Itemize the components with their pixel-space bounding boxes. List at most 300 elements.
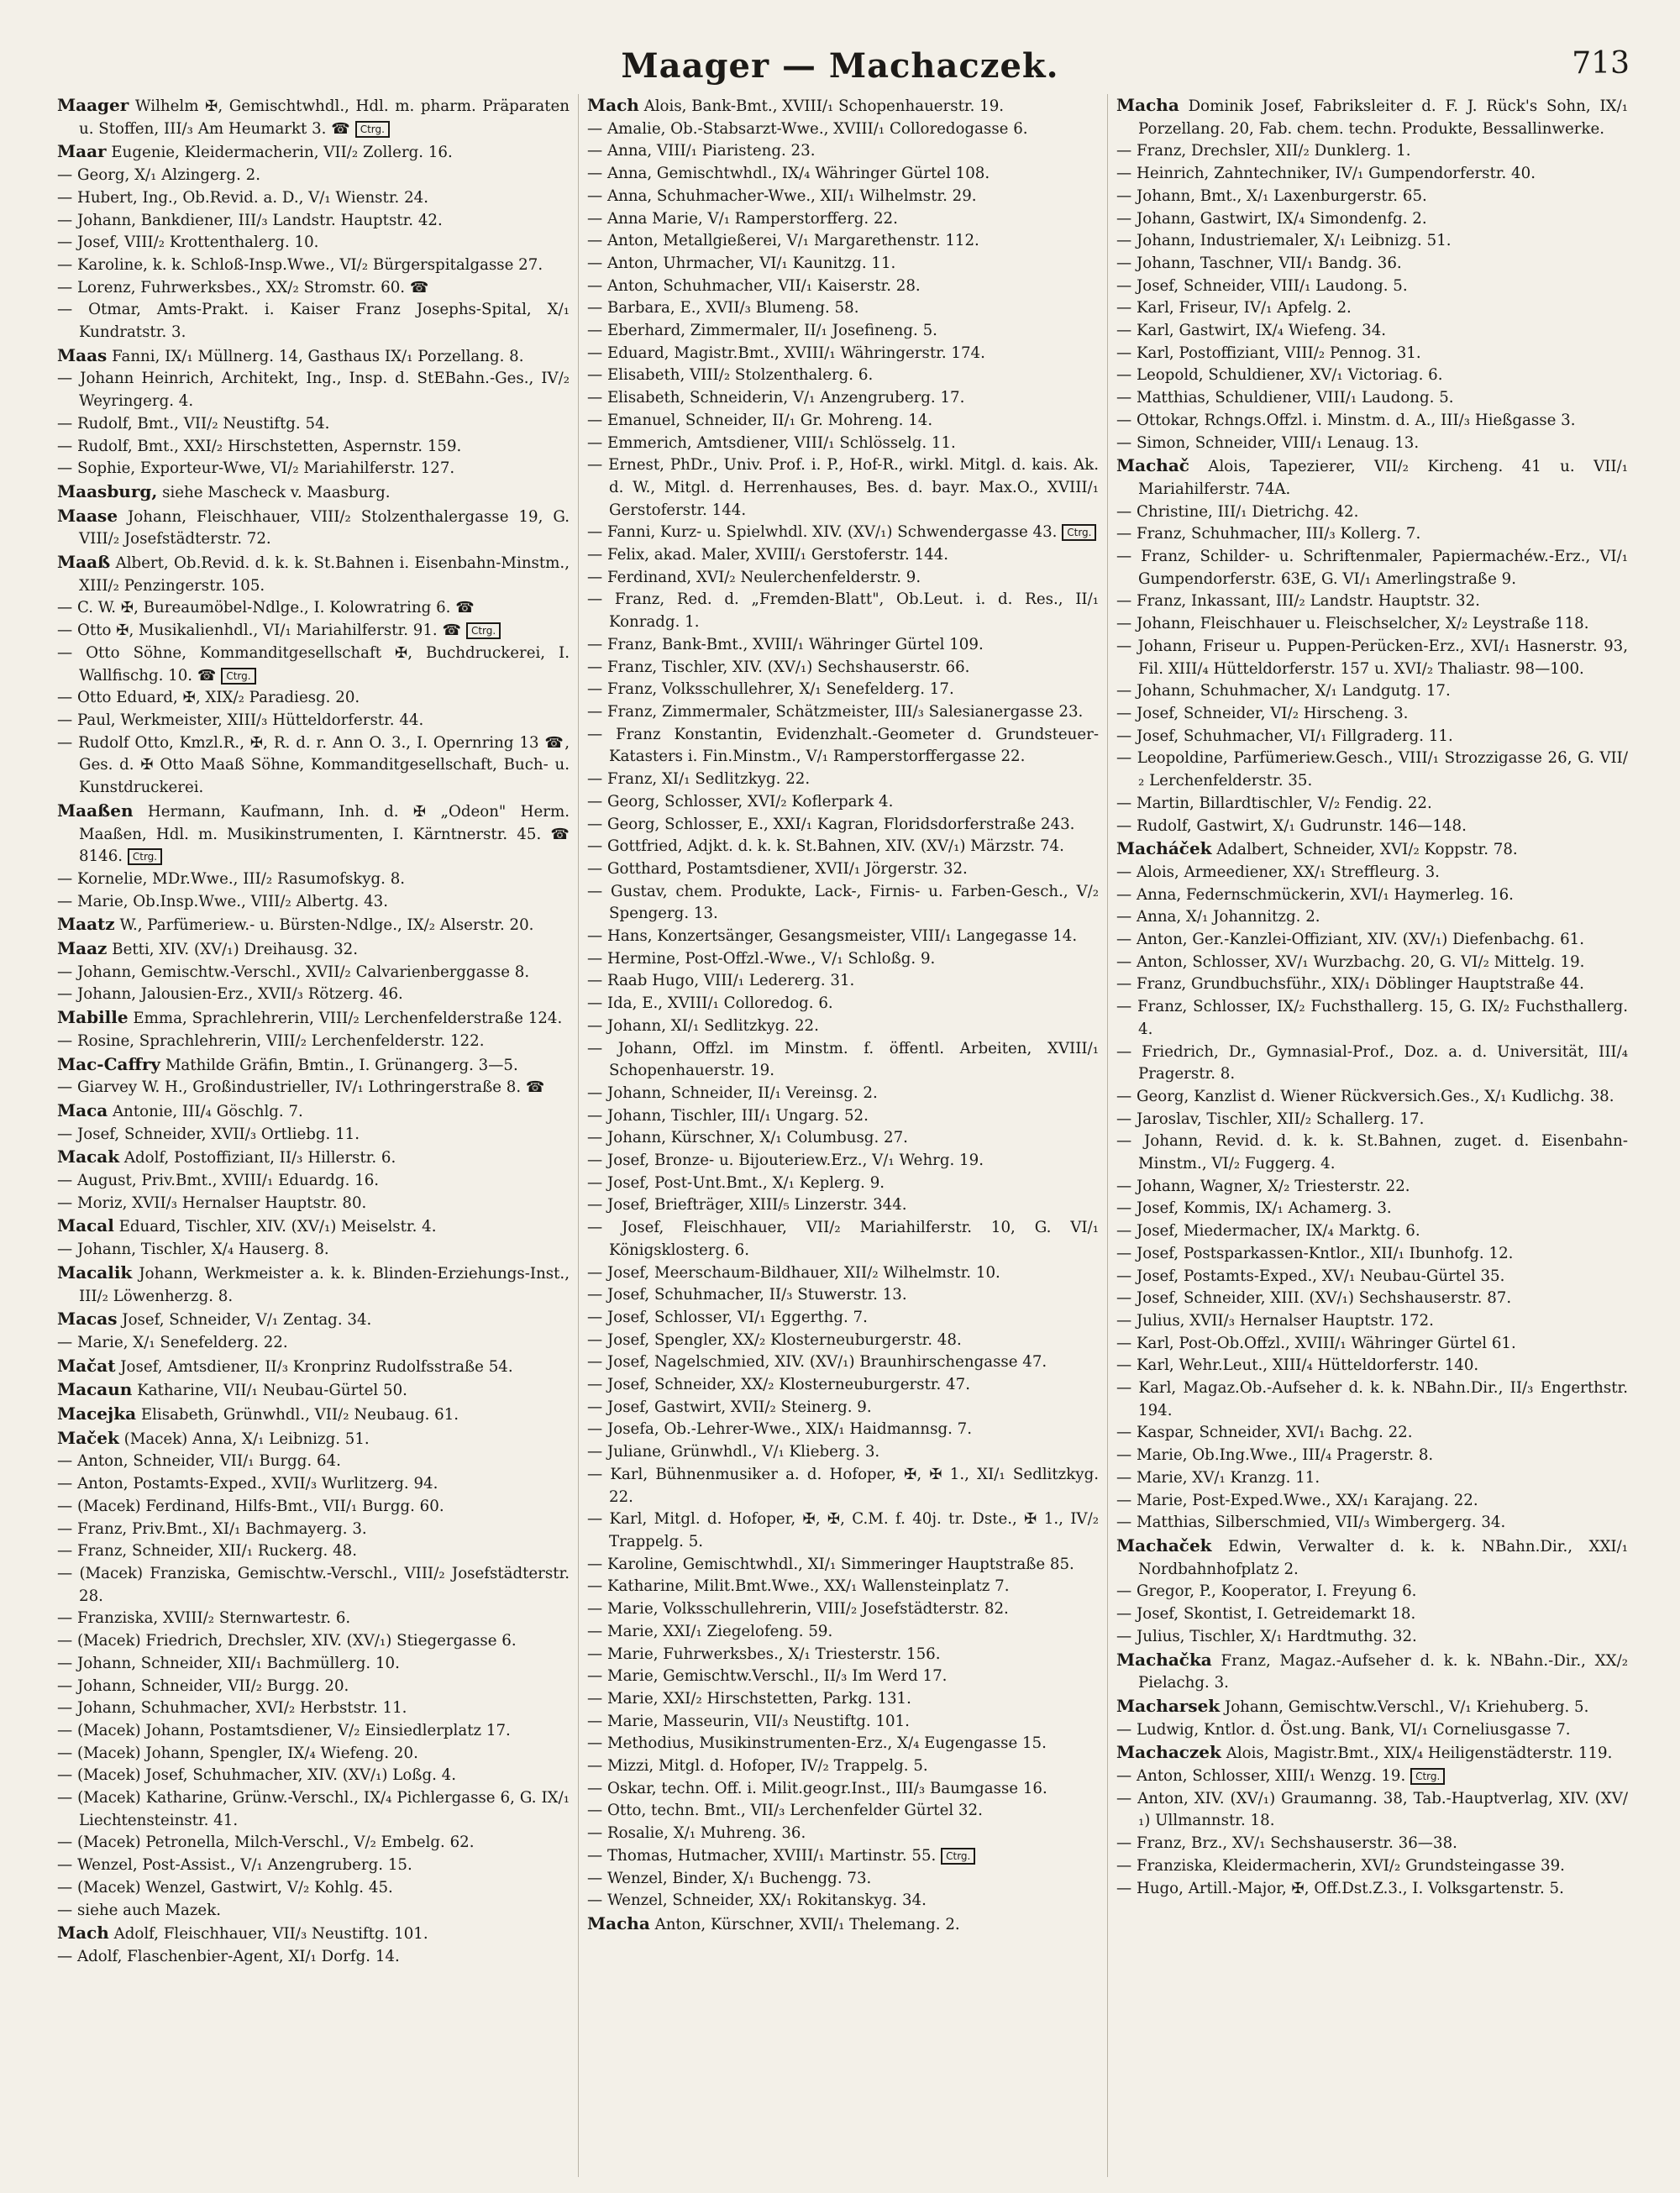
entry-surname: Mach [57,1923,109,1944]
directory-entry [587,970,1099,993]
entry-text: — Josef, Schneider, XVII/₃ Ortliebg. 11. [57,1125,360,1143]
entry-text: — Johann, Jalousien-Erz., XVII/₃ Rötzerg. 46. [57,985,403,1004]
directory-entry [587,544,1099,567]
entry-text: Josef, Schneider, V/₁ Zentag. 34. [117,1311,372,1330]
entry-text: — Otto ✠, Musikalienhdl., VI/₁ Mariahilferstr. 91. ☎ [57,622,462,640]
entry-text: — Karl, Postoffiziant, VIII/₂ Pennog. 31. [1116,344,1421,362]
directory-entry [1116,320,1628,343]
directory-entry [1116,1355,1628,1377]
entry-text: — Adolf, Flaschenbier-Agent, XI/₁ Dorfg. 14. [57,1947,400,1965]
entry-text: Eduard, Tischler, XIV. (XV/₁) Meiselstr. 4. [113,1218,437,1236]
entry-text: — Eduard, Magistr.Bmt., XVIII/₁ Währingerstr. 174. [587,344,985,362]
directory-entry [57,187,570,210]
entry-text: Alois, Magistr.Bmt., XIX/₄ Heiligenstädterstr. 119. [1221,1744,1613,1763]
entry-text: — Amalie, Ob.-Stabsarzt-Wwe., XVIII/₁ Colloredogasse 6. [587,119,1028,138]
entry-text: — Anna, Federnschmückerin, XVI/₁ Haymerleg. 16. [1116,885,1514,904]
entry-text: — Johann, Gemischtw.-Verschl., XVII/₂ Calvarienberggasse 8. [57,963,530,981]
directory-entry [587,1397,1099,1419]
directory-entry [1116,1377,1628,1422]
directory-entry [57,1262,570,1308]
entry-text: — Johann, Schneider, VII/₂ Burgg. 20. [57,1676,349,1695]
entry-surname: Macejka [57,1403,137,1424]
entry-text: — Karl, Friseur, IV/₁ Apfelg. 2. [1116,299,1352,317]
directory-entry [1116,906,1628,929]
directory-entry [1116,996,1628,1041]
directory-entry [57,1215,570,1239]
entry-text: — Oskar, techn. Off. i. Milit.geogr.Inst., III/₃ Baumgasse 16. [587,1779,1047,1797]
entry-surname: Maar [57,141,107,162]
entry-text: — Sophie, Exporteur-Wwe, VI/₂ Mariahilferstr. 127. [57,459,455,478]
directory-entry [57,1146,570,1170]
entry-text: Edwin, Verwalter d. k. k. NBahn.Dir., XXI/₁ Nordbahnhofplatz 2. [1138,1538,1628,1578]
directory-entry [587,589,1099,633]
directory-entry [57,480,570,505]
entry-text: — Moriz, XVII/₃ Hernalser Hauptstr. 80. [57,1194,367,1212]
directory-entry [587,1464,1099,1508]
entry-text: — Leopoldine, Parfümeriew.Gesch., VIII/₁ Strozzigasse 26, G. VII/₂ Lerchenfelderstr. 35. [1116,749,1628,790]
entry-text: Adalbert, Schneider, XVI/₂ Koppstr. 78. [1211,841,1518,859]
directory-entry [587,814,1099,837]
directory-entry [587,1800,1099,1823]
directory-entry [587,1173,1099,1195]
entry-text: — (Macek) Johann, Postamtsdiener, V/₂ Einsiedlerplatz 17. [57,1721,511,1739]
directory-entry [57,891,570,914]
entry-text: — Anton, Ger.-Kanzlei-Offiziant, XIV. (XV/₁) Diefenbachg. 61. [1116,931,1585,949]
entry-text: — Giarvey W. H., Großindustrieller, IV/₁ Lothringerstraße 8. ☎ [57,1078,545,1097]
entry-text: Elisabeth, Grünwhdl., VII/₂ Neubaug. 61. [136,1406,459,1424]
directory-entry [1116,929,1628,952]
directory-entry [587,1644,1099,1666]
entry-text: — Georg, Schlosser, E., XXI/₁ Kagran, Floridsdorferstraße 243. [587,815,1075,833]
directory-entry [1116,1333,1628,1356]
entry-text: — Johann, Revid. d. k. k. St.Bahnen, zuget. d. Eisenbahn-Minstm., VI/₂ Fuggerg. 4. [1116,1132,1628,1173]
entry-text: — Johann, Friseur u. Puppen-Perücken-Erz., XVI/₁ Hasnerstr. 93, Fil. XIII/₄ Hütteldorferstr. 157 u. XVI/₂ Thaliastr. 98—100. [1116,637,1628,678]
entry-text: — Johann, Fleischhauer u. Fleischselcher, X/₂ Leystraße 118. [1116,615,1589,633]
entry-text: — Marie, Ob.Insp.Wwe., VIII/₂ Albertg. 43. [57,892,389,910]
entry-text: — Johann, Bmt., X/₁ Laxenburgerstr. 65. [1116,186,1427,205]
directory-entry [1116,1266,1628,1288]
entry-text: — Matthias, Schuldiener, VIII/₁ Laudong. 5. [1116,389,1454,407]
entry-text: — Otto Söhne, Kommanditgesellschaft ✠, Buchdruckerei, I. Wallfischg. 10. ☎ [57,643,570,685]
entry-text: — Josef, Schneider, XX/₂ Klosterneuburgerstr. 47. [587,1376,970,1394]
entry-text: — Josef, Schuhmacher, VI/₁ Fillgraderg. 11. [1116,727,1453,745]
directory-entry [1116,884,1628,907]
directory-entry [1116,703,1628,726]
entry-text: — Franz, Schuhmacher, III/₃ Kollerg. 7. [1116,525,1421,543]
directory-entry [587,343,1099,365]
directory-entry [57,984,570,1006]
entry-text: — Anton, Schuhmacher, VII/₁ Kaiserstr. 28. [587,276,921,295]
directory-entry [57,140,570,165]
entry-text: — Julius, XVII/₃ Hernalser Hauptstr. 172. [1116,1311,1434,1330]
entry-text: — Elisabeth, VIII/₂ Stolzenthalerg. 6. [587,366,874,385]
entry-text: — Johann, Bankdiener, III/₃ Landstr. Hauptstr. 42. [57,211,443,229]
directory-entry [587,769,1099,791]
entry-surname: Machaczek [1116,1742,1221,1763]
entry-surname: Maatz [57,914,115,935]
entry-text: — Rosine, Sprachlehrerin, VIII/₂ Lerchenfelderstr. 122. [57,1031,485,1050]
directory-entry [587,118,1099,141]
directory-entry [57,1608,570,1630]
directory-entry [1116,1467,1628,1490]
directory-entry [57,551,570,597]
directory-entry [1116,546,1628,590]
entry-text: — Johann, Taschner, VII/₁ Bandg. 36. [1116,254,1402,272]
directory-entry [587,230,1099,253]
directory-entry [587,454,1099,522]
directory-entry [1116,1445,1628,1467]
entry-text: — Karl, Bühnenmusiker a. d. Hofoper, ✠, ✠ 1., XI/₁ Sedlitzkyg. 22. [587,1465,1099,1506]
directory-entry [57,1053,570,1078]
entry-text: Johann, Fleischhauer, VIII/₂ Stolzenthalergasse 19, G. VIII/₂ Josefstädterstr. 72. [79,507,570,548]
entry-text: — Anton, XIV. (XV/₁) Graumanng. 38, Tab.-Hauptverlag, XIV. (XV/₁) Ullmannstr. 18. [1116,1789,1628,1830]
directory-entry [1116,186,1628,208]
entry-surname: Mach [587,95,639,115]
entry-text: — Marie, Masseurin, VII/₃ Neustiftg. 101. [587,1712,910,1730]
directory-entry [57,1720,570,1743]
entry-text: — Barbara, E., XVII/₃ Blumeng. 58. [587,299,859,317]
directory-entry [57,1031,570,1053]
directory-entry [57,620,570,643]
entry-text: — Marie, X/₁ Senefelderg. 22. [57,1333,288,1351]
directory-entry [1116,1512,1628,1535]
entry-text: — Wenzel, Schneider, XX/₁ Rokitanskyg. 34. [587,1891,927,1910]
entry-text: — Marie, Fuhrwerksbes., X/₁ Triesterstr. 156. [587,1645,941,1663]
entry-text: — Ottokar, Rchngs.Offzl. i. Minstm. d. A., III/₃ Hießgasse 3. [1116,411,1576,429]
entry-text: — Rosalie, X/₁ Muhreng. 36. [587,1824,806,1843]
directory-entry [587,410,1099,433]
directory-entry [57,254,570,277]
directory-entry [1116,726,1628,748]
entry-text: — Josef, Schlosser, VI/₁ Eggerthg. 7. [587,1308,868,1326]
entry-text: — Josef, Postsparkassen-Kntlor., XII/₁ Ibunhofg. 12. [1116,1244,1514,1262]
directory-entry [587,1823,1099,1845]
directory-entry [57,277,570,300]
entry-text: — Johann, Industriemaler, X/₁ Leibnizg. 51. [1116,232,1452,250]
entry-text: — Josef, Briefträger, XIII/₅ Linzerstr. 344. [587,1196,907,1215]
entry-text: — Juliane, Grünwhdl., V/₁ Klieberg. 3. [587,1443,880,1461]
directory-entry [57,1743,570,1765]
entry-text: — Josef, Schneider, VI/₂ Hirscheng. 3. [1116,704,1409,722]
directory-entry [57,1355,570,1379]
entry-surname: Machač [1116,455,1189,476]
listing-badge: Ctrg. [466,622,501,639]
entry-text: — Franz, Priv.Bmt., XI/₁ Bachmayerg. 3. [57,1519,367,1538]
entry-text: — Anna, VIII/₁ Piaristeng. 23. [587,142,816,160]
directory-entry [57,687,570,710]
directory-entry [1116,1603,1628,1626]
entry-text: — Anna, Schuhmacher-Wwe., XII/₁ Wilhelmstr. 29. [587,186,977,205]
entry-surname: Mačat [57,1355,116,1376]
entry-text: Eugenie, Kleidermacherin, VII/₂ Zollerg. 16. [106,144,453,162]
entry-text: W., Parfümeriew.- u. Bürsten-Ndlge., IX/₂ Alserstr. 20. [114,916,534,935]
directory-entry [57,1630,570,1653]
directory-entry [587,522,1099,544]
entry-surname: Macaun [57,1379,133,1400]
directory-entry [587,1890,1099,1912]
directory-entry [57,1496,570,1519]
directory-entry [1116,1695,1628,1719]
entry-text: — Ida, E., XVIII/₁ Colloredog. 6. [587,994,833,1013]
listing-badge: Ctrg. [128,848,162,865]
entry-text: Johann, Werkmeister a. k. k. Blinden-Erziehungs-Inst., III/₂ Löwenherzg. 8. [79,1264,570,1305]
listing-badge: Ctrg. [1062,524,1096,541]
entry-text: — Rudolf Otto, Kmzl.R., ✠, R. d. r. Ann O. 3., I. Opernring 13 ☎, Ges. d. ✠ Otto Maaß Söhne, Kommanditgesellschaft, Buch- u. Kunstdruckerei. [57,733,570,797]
directory-entry [1116,253,1628,275]
entry-text: — Josef, Nagelschmied, XIV. (XV/₁) Braunhirschengasse 47. [587,1353,1047,1372]
entry-text: — (Macek) Franziska, Gemischtw.-Verschl., VIII/₂ Josefstädterstr. 28. [57,1565,570,1605]
directory-entry [587,320,1099,343]
entry-text: — Rudolf, Bmt., XXI/₂ Hirschstetten, Aspernstr. 159. [57,437,462,455]
entry-text: — (Macek) Josef, Schuhmacher, XIV. (XV/₁) Loßg. 4. [57,1766,457,1785]
directory-entry [57,732,570,800]
entry-text: Adolf, Postoffiziant, II/₃ Hillerstr. 6. [119,1149,396,1167]
entry-text: — Franz, Volksschullehrer, X/₁ Senefelderg. 17. [587,680,954,699]
directory-entry [1116,613,1628,636]
directory-entry [57,1077,570,1099]
entry-text: — Georg, Schlosser, XVI/₂ Koflerpark 4. [587,792,894,811]
directory-entry [57,597,570,620]
directory-columns [49,94,1636,2177]
directory-entry [57,94,570,140]
column-left [49,94,578,2177]
entry-text: — Josef, Schneider, VIII/₁ Laudong. 5. [1116,276,1408,295]
directory-entry [587,1621,1099,1644]
entry-text: — Johann, Schuhmacher, X/₁ Landgutg. 17. [1116,682,1451,700]
directory-entry [57,1877,570,1900]
entry-text: — Josef, Schuhmacher, II/₃ Stuwerstr. 13. [587,1286,907,1304]
directory-entry [1116,1833,1628,1855]
entry-text: — Hermine, Post-Offzl.-Wwe., V/₁ Schloßg. 9. [587,949,936,968]
entry-text: — Franz, Red. d. „Fremden-Blatt", Ob.Leut. i. d. Res., II/₁ Konradg. 1. [587,590,1099,632]
entry-text: — Lorenz, Fuhrwerksbes., XX/₂ Stromstr. 60. ☎ [57,278,429,296]
entry-surname: Machačka [1116,1649,1212,1670]
entry-text: Franz, Magaz.-Aufseher d. k. k. NBahn.-Dir., XX/₂ Pielachg. 3. [1138,1651,1628,1692]
directory-entry [1116,1288,1628,1310]
directory-entry [1116,1855,1628,1878]
entry-text: — Marie, Post-Exped.Wwe., XX/₁ Karajang. 22. [1116,1491,1478,1509]
entry-text: — Josef, Fleischhauer, VII/₂ Mariahilferstr. 10, G. VI/₁ Königsklosterg. 6. [587,1219,1099,1259]
directory-entry [1116,793,1628,816]
directory-entry [1116,1741,1628,1765]
directory-entry [587,433,1099,455]
directory-entry [57,800,570,868]
directory-entry [1116,1176,1628,1199]
entry-text: — Julius, Tischler, X/₁ Hardtmuthg. 32. [1116,1627,1417,1645]
entry-text: — Josef, VIII/₂ Krottenthalerg. 10. [57,233,319,252]
directory-entry [1116,454,1628,501]
entry-surname: Maaß [57,552,111,573]
entry-text: — Eberhard, Zimmermaler, II/₁ Josefineng. 5. [587,322,937,340]
entry-text: — Friedrich, Dr., Gymnasial-Prof., Doz. a. d. Universität, III/₄ Pragerstr. 8. [1116,1042,1628,1083]
directory-entry [1116,1581,1628,1603]
directory-entry [1116,230,1628,253]
directory-entry [587,679,1099,701]
directory-entry [587,140,1099,163]
directory-entry [587,365,1099,387]
directory-entry [57,299,570,344]
directory-entry [587,1330,1099,1352]
entry-text: — Marie, XXI/₁ Ziegelofeng. 59. [587,1622,833,1640]
directory-entry [587,297,1099,320]
entry-text: — Christine, III/₁ Dietrichg. 42. [1116,502,1359,521]
entry-text: — Anna, Gemischtwhdl., IX/₄ Währinger Gürtel 108. [587,165,990,183]
directory-entry [57,210,570,233]
entry-text: — Elisabeth, Schneiderin, V/₁ Anzengruberg. 17. [587,389,965,407]
entry-text: — Wenzel, Binder, X/₁ Buchengg. 73. [587,1869,872,1887]
directory-entry [1116,343,1628,365]
directory-entry [1116,1086,1628,1109]
directory-entry [57,505,570,551]
directory-entry [587,1778,1099,1801]
entry-text: — Anton, Schlosser, XV/₁ Wurzbachg. 20, G. VI/₂ Mittelg. 19. [1116,952,1585,971]
directory-entry [587,1711,1099,1734]
entry-text: — (Macek) Wenzel, Gastwirt, V/₂ Kohlg. 45. [57,1878,393,1897]
directory-entry [1116,1490,1628,1513]
directory-entry [587,1194,1099,1217]
directory-entry [1116,680,1628,703]
entry-text: — Fanni, Kurz- u. Spielwhdl. XIV. (XV/₁) Schwendergasse 43. [587,523,1058,542]
entry-text: — Marie, XXI/₂ Hirschstetten, Parkg. 131. [587,1689,911,1708]
entry-text: — (Macek) Petronella, Milch-Verschl., V/₂ Embelg. 62. [57,1834,475,1852]
entry-text: — Franz, Zimmermaler, Schätzmeister, III/₃ Salesianergasse 23. [587,702,1084,721]
entry-surname: Mabille [57,1007,129,1028]
directory-entry [587,1554,1099,1577]
directory-entry [587,1127,1099,1150]
directory-entry [587,1868,1099,1891]
directory-entry [57,1765,570,1787]
listing-badge: Ctrg. [941,1848,975,1865]
entry-text: — Franz, Inkassant, III/₂ Landstr. Hauptstr. 32. [1116,592,1480,611]
directory-entry [57,1697,570,1720]
directory-entry [587,94,1099,118]
directory-entry [587,993,1099,1015]
entry-text: — Johann, Offzl. im Minstm. f. öffentl. Arbeiten, XVIII/₁ Schopenhauerstr. 19. [587,1039,1099,1080]
entry-text: — Johann, XI/₁ Sedlitzkyg. 22. [587,1016,819,1035]
entry-text: — Karoline, k. k. Schloß-Insp.Wwe., VI/₂ Bürgerspitalgasse 27. [57,255,543,274]
directory-entry [1116,1041,1628,1086]
directory-entry [1116,1765,1628,1788]
entry-surname: Maca [57,1099,108,1120]
entry-text: — Felix, akad. Maler, XVIII/₁ Gerstoferstr. 144. [587,546,949,564]
entry-text: Hermann, Kaufmann, Inh. d. ✠ „Odeon" Herm. Maaßen, Hdl. m. Musikinstrumenten, I. Kärntnerstr. 45. ☎ 8146. [79,802,570,866]
entry-text: Anton, Kürschner, XVII/₁ Thelemang. 2. [649,1915,960,1933]
listing-badge: Ctrg. [221,668,255,685]
entry-text: — Franz, Schilder- u. Schriftenmaler, Papiermachéw.-Erz., VI/₁ Gumpendorferstr. 63E, G. VI/₁ Amerlingstraße 9. [1116,548,1628,588]
entry-text: — Ernest, PhDr., Univ. Prof. i. P., Hof-R., wirkl. Mitgl. d. kais. Ak. d. W., Mitgl. d. Herrenhauses, Bes. d. bayr. Max.O., XVIII/₁ Gerstoferstr. 144. [587,456,1099,519]
entry-text: — Johann, Gastwirt, IX/₄ Simondenfg. 2. [1116,209,1427,228]
entry-text: — Anton, Schlosser, XIII/₁ Wenzg. 19. [1116,1767,1406,1786]
directory-entry [1116,163,1628,186]
listing-badge: Ctrg. [1410,1768,1445,1785]
directory-entry [57,1855,570,1877]
entry-text: siehe Mascheck v. Maasburg. [157,483,391,501]
entry-text: Wilhelm ✠, Gemischtwhdl., Hdl. m. pharm. Präparaten u. Stoffen, III/₃ Am Heumarkt 3. ☎ [79,97,570,138]
entry-text: — Raab Hugo, VIII/₁ Ledererg. 31. [587,972,855,990]
entry-text: — Marie, Ob.Ing.Wwe., III/₄ Pragerstr. 8. [1116,1446,1434,1465]
entry-text: Alois, Bank-Bmt., XVIII/₁ Schopenhauerstr. 19. [638,97,1005,115]
entry-text: — Josef, Bronze- u. Bijouteriew.Erz., V/₁ Wehrg. 19. [587,1152,984,1170]
entry-text: — Kaspar, Schneider, XVI/₁ Bachg. 22. [1116,1424,1413,1442]
directory-entry [587,881,1099,926]
entry-text: — Josef, Post-Unt.Bmt., X/₁ Keplerg. 9. [587,1173,885,1192]
entry-text: — Otmar, Amts-Prakt. i. Kaiser Franz Josephs-Spital, X/₁ Kundratstr. 3. [57,301,570,342]
entry-text: Albert, Ob.Revid. d. k. k. St.Bahnen i. Eisenbahn-Minstm., XIII/₂ Penzingerstr. 105. [79,554,570,595]
directory-entry [587,1845,1099,1868]
entry-text: — Otto Eduard, ✠, XIX/₂ Paradiesg. 20. [57,689,360,707]
directory-entry [1116,387,1628,410]
entry-text: — Ludwig, Kntlor. d. Öst.ung. Bank, VI/₁ Corneliusgasse 7. [1116,1720,1571,1739]
entry-text: — Ferdinand, XVI/₂ Neulerchenfelderstr. 9. [587,568,921,586]
entry-text: — Franz, Drechsler, XII/₂ Dunklerg. 1. [1116,142,1411,160]
directory-entry [1116,1109,1628,1131]
entry-text: — Josefa, Ob.-Lehrer-Wwe., XIX/₁ Haidmannsg. 7. [587,1420,972,1439]
entry-text: — Josef, Schneider, XIII. (XV/₁) Sechshauserstr. 87. [1116,1289,1512,1308]
directory-entry [57,1922,570,1946]
directory-entry [57,436,570,459]
directory-entry [57,344,570,369]
entry-text: — Anton, Schneider, VII/₁ Burgg. 64. [57,1452,341,1471]
directory-entry [57,937,570,962]
entry-text: Dominik Josef, Fabriksleiter d. F. J. Rück's Sohn, IX/₁ Porzellang. 20, Fab. chem. techn. Produkte, Bessallinwerke. [1138,97,1628,138]
directory-entry [1116,1788,1628,1833]
entry-text: — Anton, Uhrmacher, VI/₁ Kaunitzg. 11. [587,254,896,272]
entry-surname: Mac-Caffry [57,1053,161,1074]
entry-surname: Maček [57,1427,119,1448]
entry-text: — Georg, Kanzlist d. Wiener Rückversich.Ges., X/₁ Kudlichg. 38. [1116,1087,1614,1105]
directory-entry [57,1170,570,1193]
entry-text: — Franz, Grundbuchsführ., XIX/₁ Döblinger Hauptstraße 44. [1116,975,1584,994]
directory-entry [1116,208,1628,231]
entry-text: — Wenzel, Post-Assist., V/₁ Anzengruberg. 15. [57,1856,412,1875]
directory-entry [587,208,1099,231]
entry-surname: Macak [57,1146,120,1167]
directory-entry [587,163,1099,186]
directory-entry [587,1441,1099,1464]
directory-entry [1116,297,1628,320]
directory-entry [587,1755,1099,1778]
page-title: Maager — Machaczek. [621,46,1059,86]
directory-entry [1116,1220,1628,1243]
entry-text: — Karl, Magaz.Ob.-Aufseher d. k. k. NBahn.Dir., II/₃ Engerthstr. 194. [1116,1379,1628,1419]
entry-text: — Anna, X/₁ Johannitzg. 2. [1116,908,1320,926]
page-number: 713 [1572,46,1630,81]
directory-entry [1116,1310,1628,1333]
column-middle [578,94,1107,2177]
directory-entry [587,1307,1099,1330]
entry-text: — Karl, Mitgl. d. Hofoper, ✠, ✠, C.M. f. 40j. tr. Dste., ✠ 1., IV/₂ Trappelg. 5. [587,1510,1099,1550]
directory-entry [57,962,570,984]
directory-entry [57,1006,570,1031]
entry-text: — Heinrich, Zahntechniker, IV/₁ Gumpendorferstr. 40. [1116,165,1536,183]
page-header [50,46,1630,97]
directory-entry [587,1508,1099,1553]
directory-entry [587,1105,1099,1128]
entry-text: Antonie, III/₄ Göschlg. 7. [108,1102,303,1120]
entry-text: Alois, Tapezierer, VII/₂ Kircheng. 41 u. VII/₁ Mariahilferstr. 74A. [1138,458,1628,498]
directory-entry [57,710,570,732]
entry-text: — Kornelie, MDr.Wwe., III/₂ Rasumofskyg. 8. [57,869,406,888]
entry-surname: Macas [57,1309,118,1330]
entry-text: (Macek) Anna, X/₁ Leibnizg. 51. [118,1430,370,1448]
directory-entry [57,1653,570,1676]
entry-text: — Johann, Schneider, II/₁ Vereinsg. 2. [587,1083,878,1102]
entry-text: — Gotthard, Postamtsdiener, XVII/₁ Jörgerstr. 32. [587,859,968,878]
directory-entry [57,643,570,687]
entry-text: — Anton, Metallgießerei, V/₁ Margarethenstr. 112. [587,232,979,250]
directory-entry [587,1666,1099,1688]
directory-entry [1116,365,1628,387]
